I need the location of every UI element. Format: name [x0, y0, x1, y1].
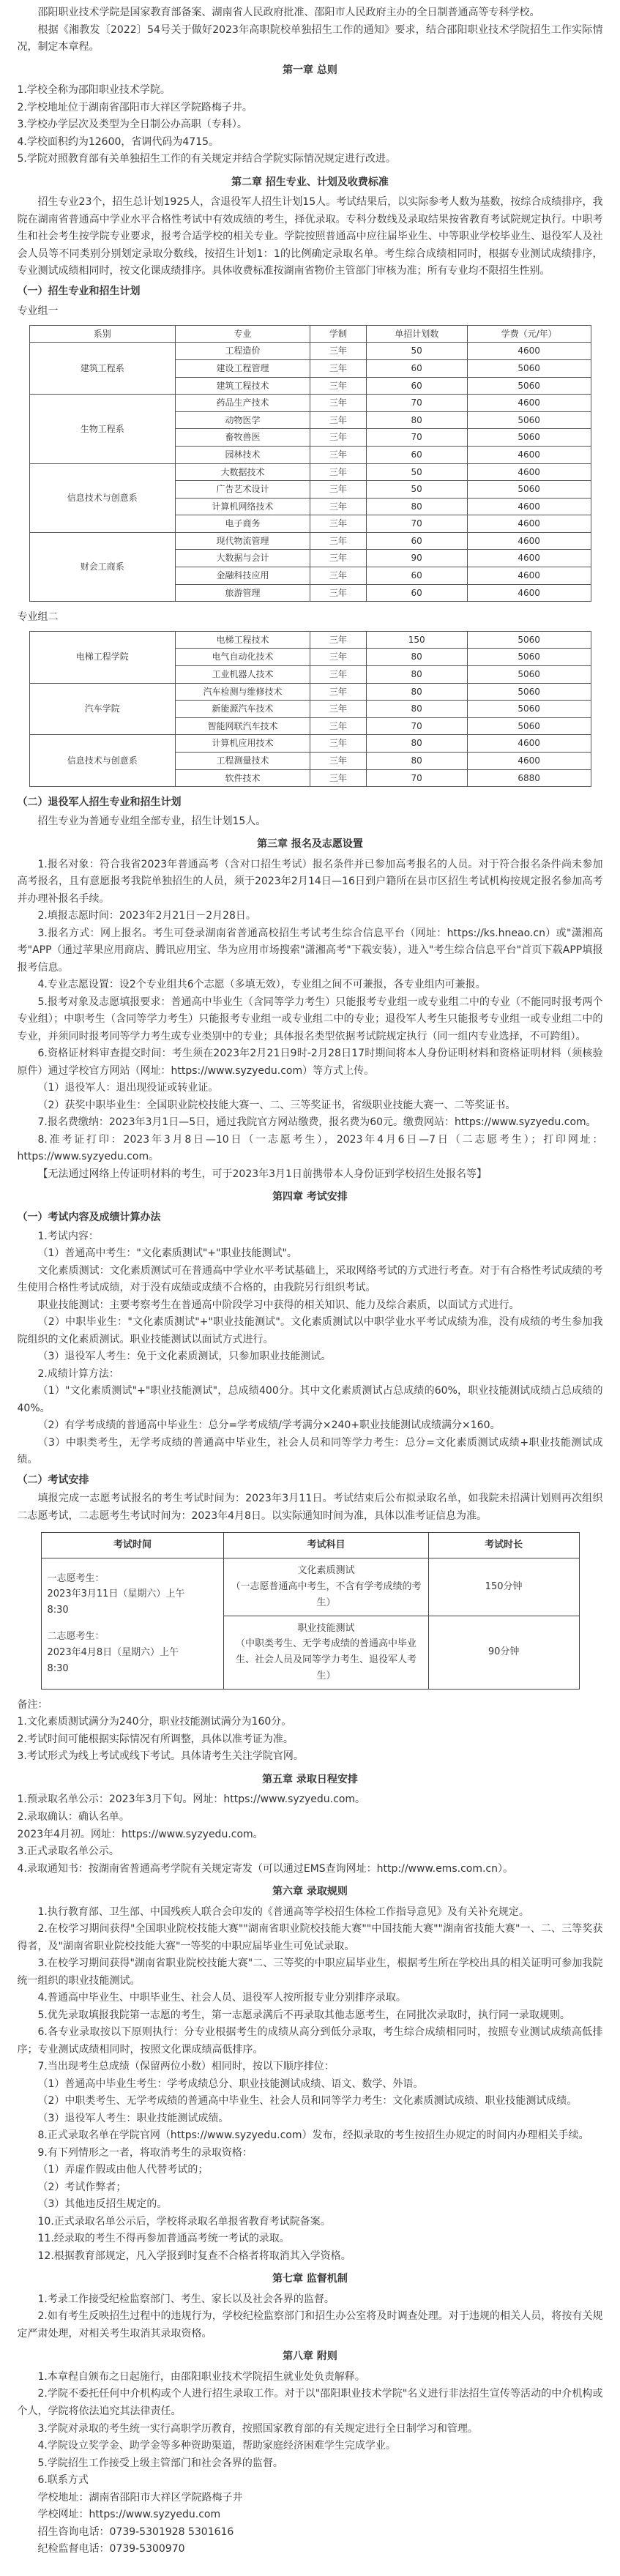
contact-website: 学校网址：https://www.syzyedu.com	[37, 2509, 221, 2521]
table-cell: 80	[366, 752, 467, 769]
exam-time-line: 一志愿考生：	[47, 1572, 105, 1584]
table-cell: 三年	[310, 395, 366, 412]
paragraph: 招生专业23个，招生总计划1925人，含退役军人招生计划15人。考试结果后，以实际参考人数为基数，按综合成绩排序，我院在湖南省普通高中学业水平合格性考试中有效成绩的考生，择优录取。专科分数线及录取结果按省教育考试院规定执行。中职考生和社会考生按学院专业要求，报考合适学校的相关专业。学院按照普通高中应往届毕业生、中等职业学校毕业生、退役军人及社会人员等不同类别分别划定录取分数线，按招生计划1：1的比例确定录取名单。考生综合成绩相同时，根据专业测试成绩排序，专业测试成绩相同时，按文化课成绩排序。具体收费标准按湖南省物价主管部门审核为准；所有专业均不限招生性别。	[17, 196, 603, 277]
table-header: 单招计划数	[366, 325, 467, 343]
table-row	[29, 463, 591, 481]
table-cell-dept: 财会工商系	[29, 532, 175, 601]
table-cell: 70	[366, 429, 467, 447]
note-item: 2.考试时间可能根据实际情况有所调整，具体以准考证为准。	[17, 1733, 294, 1745]
table-cell: 三年	[310, 649, 366, 666]
table-cell: 4600	[467, 752, 591, 769]
table-header: 考试时长	[428, 1533, 579, 1558]
table-cell: 4600	[467, 395, 591, 412]
table-cell: 5060	[467, 429, 591, 447]
paragraph: 1.报名对象：符合我省2023年普通高考（含对口招生考试）报名条件并已参加高考报名的人员。对于符合报名条件尚未参加高考报名，且有意愿报考我院单独招生的人员，须于2023年2月14日—16日到户籍所在县市区招生考试机构按规定报名参加高考并办理补报名手续。	[17, 858, 603, 905]
paragraph: 6.各专业录取按以下原则执行：分专业根据考生的成绩从高分到低分录取，考生综合成绩相同时，按照专业测试成绩高低排序；专业测试成绩相同时，按照文化课成绩高低排序。	[17, 2026, 603, 2056]
table-cell: 5060	[467, 411, 591, 429]
exam-time-line: 8:30	[47, 1662, 69, 1674]
section-heading: （二）考试安排	[17, 1474, 89, 1486]
table-header: 考试时间	[41, 1533, 224, 1558]
table-cell: 70	[366, 395, 467, 412]
paragraph: 招生专业为普通专业组全部专业，招生计划15人。	[37, 815, 266, 827]
intro-paragraph: 邵阳职业技术学院是国家教育部备案、湖南省人民政府批准、邵阳市人民政府主办的全日制普通高等专科学校。	[37, 7, 540, 18]
table-cell: 三年	[310, 429, 366, 447]
section-heading: （一）招生专业和招生计划	[17, 285, 141, 297]
table-cell: 三年	[310, 631, 366, 649]
exam-subject-note: （一志愿普通高中考生，不含有学考成绩的考生）	[231, 1580, 422, 1608]
table-cell: 4600	[467, 735, 591, 753]
table-cell-dept: 信息技术与创意系	[29, 735, 175, 787]
paragraph: （2）考试作弊者；	[37, 2181, 127, 2193]
paragraph: 2.学院不委托任何中介机构或个人进行招生录取工作。对于以"邵阳职业技术学院"名义进行非法招生宣传等活动的中介机构或个人，学院将依法追究其法律责任。	[17, 2388, 603, 2417]
table-cell: 三年	[310, 359, 366, 377]
table-cell: 80	[366, 701, 467, 718]
contact-address: 学校地址：湖南省邵阳市大祥区学院路梅子井	[37, 2491, 243, 2504]
list-item: 2.学校地址位于湖南省邵阳市大祥区学院路梅子井。	[17, 101, 253, 113]
table-cell: 工程测量技术	[175, 752, 310, 769]
paragraph: （1）"文化素质测试"+"职业技能测试"，总成绩400分。其中文化素质测试占总成绩的60%，职业技能测试成绩占总成绩的40%。	[17, 1385, 603, 1414]
table-cell: 电梯工程技术	[175, 631, 310, 649]
exam-subject-cell	[224, 1616, 428, 1689]
table-cell: 三年	[310, 550, 366, 567]
paragraph: 1.考录工作接受纪检监察部门、考生、家长以及社会各界的监督。	[37, 2293, 335, 2305]
table-cell: 70	[366, 717, 467, 735]
note-paragraph: 【无法通过网络上传证明材料的考生，可于2023年3月1日前携带本人身份证到学校招生处报名等】	[37, 1168, 487, 1180]
major-plan-table-group2	[29, 631, 591, 787]
group-label: 专业组一	[17, 305, 59, 318]
table-cell: 60	[366, 377, 467, 395]
table-cell: 计算机网络技术	[175, 498, 310, 515]
spacer	[48, 1619, 218, 1629]
exam-subject-cell	[224, 1558, 428, 1616]
table-cell: 三年	[310, 498, 366, 515]
table-cell: 80	[366, 665, 467, 683]
table-cell: 软件技术	[175, 769, 310, 787]
table-cell: 70	[366, 515, 467, 533]
table-header: 考试科目	[224, 1533, 428, 1558]
table-cell: 5060	[467, 701, 591, 718]
table-cell: 三年	[310, 752, 366, 769]
table-header-row	[41, 1533, 579, 1558]
table-cell: 金融科技应用	[175, 567, 310, 585]
list-item: 3.学校办学层次及类型为全日制公办高职（专科）。	[17, 119, 247, 131]
table-cell: 畜牧兽医	[175, 429, 310, 447]
paragraph: 填报完成一志愿考试报名的考生考试时间为：2023年3月11日。考试结束后公布拟录取名单，如我院未招满计划则再次组织二志愿考试，二志愿考生考试时间为：2023年4月8日。以实际通知时间为准，具体以准考证信息为准。	[17, 1493, 603, 1522]
paragraph: 5.报考对象及志愿填报要求：普通高中毕业生（含同等学力考生）只能报考专业组一或专业组二中的专业（不能同时报考两个专业组）；中职考生（含同等学力考生）只能报考专业组一或专业组二中的专业；退役军人考生只能报考专业组一或专业组二中的专业，并须同时报考同等学力考生或专业类别中的专业；具体报名类型依据考试院规定执行（同一组内专业选择，不可跨组）。	[17, 996, 603, 1042]
paragraph: 2.在校学习期间获得"全国职业院校技能大赛""湖南省职业院校技能大赛""中国技能大赛""湖南省技能大赛"一、二、三等奖获得者，及"湖南省职业院校技能大赛"一等奖的中职应届毕业生可免试录取。	[17, 1923, 603, 1952]
paragraph: 11.经录取的考生不得再参加普通高考统一考试的录取。	[37, 2233, 290, 2245]
table-cell: 三年	[310, 735, 366, 753]
table-cell: 三年	[310, 411, 366, 429]
paragraph: 3.在校学习期间获得"湖南省职业院校技能大赛"二、三等奖的中职应届毕业生，根据考生所在学校出具的相关证明可参加我院统一组织的职业技能测试。	[17, 1957, 603, 1987]
chapter-title: 第五章 录取日程安排	[262, 1773, 358, 1785]
table-cell: 三年	[310, 343, 366, 360]
table-cell-dept: 信息技术与创意系	[29, 463, 175, 532]
paragraph: （1）弄虚作假或由他人代替考试的；	[37, 2164, 209, 2176]
paragraph: 文化素质测试：文化素质测试可在普通高中学业水平考试基础上，采取网络考试的方式进行考查。对于有合格性考试成绩的考生使用合格性考试成绩，对于没有成绩或成绩不合格的，由我院另行组织考试。	[17, 1264, 603, 1294]
table-cell: 三年	[310, 701, 366, 718]
table-cell: 5060	[467, 377, 591, 395]
table-cell: 60	[366, 532, 467, 550]
list-item: 1.预录取名单公示：2023年3月下旬。网址：https://www.syzyedu.com。	[17, 1793, 366, 1806]
exam-duration-cell: 90分钟	[428, 1616, 579, 1689]
paragraph: （2）获奖中职毕业生：全国职业院校技能大赛一、二、三等奖证书，省级职业技能大赛一、二等奖证书。	[37, 1099, 516, 1111]
table-cell-dept: 电梯工程学院	[29, 631, 175, 683]
contact-supervision-phone: 纪检监督电话：0739-5300970	[37, 2543, 185, 2556]
list-item: 4.录取通知书：按湖南省普通高考学院有关规定寄发（可以通过EMS查询网址：http://www.ems.com.cn）。	[17, 1862, 513, 1875]
table-header: 学制	[310, 325, 366, 343]
note-item: 1.文化素质测试满分为240分，职业技能测试满分为160分。	[17, 1716, 292, 1728]
table-row	[29, 683, 591, 701]
table-cell: 电子商务	[175, 515, 310, 533]
paragraph: 8.正式录取名单在学院官网（https://www.syzyedu.com）发布，经拟录取的考生按招生办规定的时间内办理相关手续。	[37, 2129, 589, 2142]
table-cell: 动物医学	[175, 411, 310, 429]
table-cell: 50	[366, 463, 467, 481]
exam-time-line: 二志愿考生：	[47, 1630, 105, 1642]
table-row	[41, 1558, 579, 1616]
exam-duration-cell: 150分钟	[428, 1558, 579, 1616]
intro-paragraph: 根据《湘教发〔2022〕54号关于做好2023年高职院校单独招生工作的通知》要求，结合邵阳职业技术学院招生工作实际情况，制定本章程。	[17, 23, 603, 53]
paragraph: 4.学院设立奖学金、助学金等多种资助渠道，帮助家庭经济困难学生完成学业。	[37, 2440, 396, 2452]
paragraph: （3）中职类考生，无学考成绩的普通高中毕业生，社会人员和同等学力考生：总分=文化素质测试成绩+职业技能测试成绩。	[17, 1436, 603, 1466]
section-heading: （一）考试内容及成绩计算办法	[17, 1211, 161, 1223]
group-label: 专业组二	[17, 611, 59, 624]
table-cell: 50	[366, 481, 467, 499]
paragraph: 6.资格证材料审查提交时间：考生须在2023年2月21日9时-2月28日17时期间将本人身份证明材料和资格证明材料（须核验原件）通过学校官方网站（网址：https://www.syzyedu.com）等方式上传。	[17, 1048, 603, 1077]
paragraph: 5.优先录取填报我院第一志愿的考生，第一志愿录满后不再录取其他志愿考生，在同批次录取时，执行同一录取规则。	[37, 2009, 570, 2021]
chapter-title: 第一章 总则	[283, 64, 337, 76]
table-header: 专业	[175, 325, 310, 343]
paragraph: （1）普通高中考生："文化素质测试"+"职业技能测试"。	[37, 1247, 297, 1260]
table-row	[29, 343, 591, 360]
table-cell: 旅游管理	[175, 584, 310, 602]
table-cell: 4600	[467, 463, 591, 481]
exam-subject-name: 职业技能测试	[297, 1622, 355, 1634]
table-cell: 大数据与会计	[175, 550, 310, 567]
table-cell: 现代物流管理	[175, 532, 310, 550]
table-cell: 5060	[467, 683, 591, 701]
table-cell: 70	[366, 769, 467, 787]
table-cell: 4600	[467, 567, 591, 585]
table-cell: 工业机器人技术	[175, 665, 310, 683]
paragraph: （1）普通高中毕业生考生：学考成绩总分、职业技能测试成绩、语文、数学、外语。	[37, 2077, 424, 2090]
table-cell: 90	[366, 550, 467, 567]
paragraph: 2.如有考生反映招生过程中的违规行为，学校纪检监察部门和招生办公室将及时调查处理。对于违规的相关人员，将按有关规定严肃处理，对相关考生取消其录取资格。	[17, 2310, 603, 2340]
table-cell: 智能网联汽车技术	[175, 717, 310, 735]
paragraph: （2）中职类考生、无学考成绩的普通高中毕业生、社会人员和同等学力考生：文化素质测试成绩、职业技能测试成绩。	[37, 2095, 578, 2108]
table-cell: 150	[366, 631, 467, 649]
table-cell-dept: 建筑工程系	[29, 343, 175, 395]
table-cell: 新能源汽车技术	[175, 701, 310, 718]
table-cell: 三年	[310, 665, 366, 683]
table-cell: 5060	[467, 717, 591, 735]
chapter-title: 第二章 招生专业、计划及收费标准	[231, 176, 389, 188]
table-cell: 80	[366, 683, 467, 701]
table-cell: 4600	[467, 550, 591, 567]
exam-schedule-table	[41, 1532, 580, 1690]
table-cell: 60	[366, 584, 467, 602]
paragraph: 5.学院招生工作接受上级主管部门和社会各界的监督。	[37, 2457, 283, 2469]
exam-time-line: 2023年4月8日（星期六）上午	[47, 1646, 179, 1658]
paragraph: （2）有学考成绩的普通高中毕业生：总分=学考成绩/学考满分×240+职业技能测试成绩满分×160。	[37, 1419, 501, 1432]
list-item: 1.学校全称为邵阳职业技术学院。	[17, 84, 171, 97]
paragraph: 3.报名方式：网上报名。考生可登录湖南省普通高校招生考试考生综合信息平台（网址：https://ks.hneao.cn）或"潇湘高考"APP（通过苹果应用商店、腾讯应用宝、华为应用市场搜索"潇湘高考"下载安装），进入"考生综合信息平台"首页下载APP填报报考信息。	[17, 927, 603, 974]
paragraph: （3）其他违反招生规定的。	[37, 2198, 168, 2211]
chapter-title: 第八章 附则	[283, 2351, 337, 2363]
table-row	[29, 395, 591, 412]
list-item: 5.学院对照教育部有关单独招生工作的有关规定并结合学院实际情况规定进行改进。	[17, 153, 396, 165]
list-item: 2.录取确认：确认名单。	[17, 1810, 130, 1823]
contact-phone: 招生咨询电话：0739-5301928 5301616	[37, 2525, 234, 2538]
list-item: 4.学校面积约为12600，省调代码为4715。	[17, 135, 220, 148]
chapter-title: 第四章 考试安排	[272, 1191, 348, 1203]
table-header-row	[29, 325, 591, 343]
table-header: 学费（元/年）	[467, 325, 591, 343]
exam-time-line: 2023年3月11日（星期六）上午	[47, 1588, 185, 1600]
paragraph: 7.当出现考生总成绩（保留两位小数）相同时，按以下顺序排位：	[37, 2061, 335, 2073]
table-cell-dept: 汽车学院	[29, 683, 175, 735]
major-plan-table-group1	[29, 325, 591, 602]
exam-time-cell	[41, 1558, 224, 1690]
list-item: 3.正式录取名单公示。	[17, 1845, 119, 1858]
contact-title: 6.联系方式	[37, 2474, 89, 2487]
list-item: 2023年4月初。网址：https://www.syzyedu.com。	[17, 1828, 264, 1840]
table-row	[29, 735, 591, 753]
table-cell: 80	[366, 735, 467, 753]
admission-charter-document	[18, 0, 603, 2576]
table-cell: 园林技术	[175, 446, 310, 463]
table-cell: 5060	[467, 649, 591, 666]
table-cell: 药品生产技术	[175, 395, 310, 412]
table-cell: 60	[366, 446, 467, 463]
table-cell: 三年	[310, 377, 366, 395]
paragraph: 职业技能测试：主要考察考生在普通高中阶段学习中获得的相关知识、能力及综合素质，以面试方式进行。	[37, 1299, 520, 1311]
table-cell: 广告艺术设计	[175, 481, 310, 499]
table-cell: 5060	[467, 665, 591, 683]
exam-subject-note: （中职类考生、无学考成绩的普通高中毕业生、社会人员及同等学力考生、退役军人考生）	[236, 1638, 417, 1682]
table-cell: 三年	[310, 567, 366, 585]
table-cell: 5060	[467, 631, 591, 649]
paragraph: 2.填报志愿时间：2023年2月21日－2月28日。	[37, 910, 256, 922]
table-cell: 4600	[467, 532, 591, 550]
paragraph: 12.根据教育部规定，凡入学报到时复查不合格者将取消其入学资格。	[37, 2250, 351, 2262]
paragraph: 9.有下列情形之一者，将取消考生的录取资格：	[37, 2146, 253, 2159]
paragraph: 4.普通高中毕业生、中职毕业生、社会人员、退役军人按所报专业分别排序录取。	[37, 1992, 406, 2004]
table-cell: 三年	[310, 446, 366, 463]
chapter-title: 第三章 报名及志愿设置	[257, 838, 363, 851]
table-cell: 电气自动化技术	[175, 649, 310, 666]
table-header: 系别	[29, 325, 175, 343]
paragraph: （3）退役军人考生：免于文化素质测试，只参加职业技能测试。	[37, 1351, 332, 1363]
paragraph: 7.报名费缴纳：2023年3月1日—5日，通过我院官方网站缴费，报名费为60元。缴费网站：https://www.syzyedu.com。	[37, 1116, 597, 1129]
note-item: 3.考试形式为线上考试或线下考试。具体请考生关注学院官网。	[17, 1750, 304, 1763]
table-cell: 三年	[310, 532, 366, 550]
table-cell: 大数据技术	[175, 463, 310, 481]
paragraph: （1）退役军人：退出现役证或转业证。	[37, 1082, 219, 1094]
table-cell: 50	[366, 343, 467, 360]
table-cell: 80	[366, 498, 467, 515]
table-cell: 工程造价	[175, 343, 310, 360]
exam-time-line: 8:30	[47, 1605, 69, 1616]
table-cell: 4600	[467, 584, 591, 602]
table-cell: 5060	[467, 481, 591, 499]
table-cell: 三年	[310, 769, 366, 787]
table-cell-dept: 生物工程系	[29, 395, 175, 463]
table-row	[29, 532, 591, 550]
table-cell: 计算机应用技术	[175, 735, 310, 753]
table-cell: 三年	[310, 717, 366, 735]
table-cell: 60	[366, 567, 467, 585]
paragraph: 2.成绩计算方法：	[37, 1367, 119, 1380]
table-cell: 建筑工程技术	[175, 377, 310, 395]
table-cell: 5060	[467, 359, 591, 377]
table-row	[29, 631, 591, 649]
chapter-title: 第六章 录取规则	[272, 1886, 348, 1898]
paragraph: （3）退役军人考生：职业技能测试成绩。	[37, 2112, 229, 2124]
table-cell: 三年	[310, 515, 366, 533]
notes-title: 备注：	[17, 1698, 48, 1711]
exam-subject-name: 文化素质测试	[297, 1565, 355, 1577]
table-cell: 80	[366, 411, 467, 429]
table-cell: 三年	[310, 584, 366, 602]
table-cell: 建设工程管理	[175, 359, 310, 377]
paragraph: 3.学院对录取的考生统一实行高职学历教育，按照国家教育部的有关规定进行全日制学习和管理。	[37, 2422, 478, 2435]
section-heading: （二）退役军人招生专业和招生计划	[17, 796, 182, 809]
table-cell: 4600	[467, 446, 591, 463]
table-cell: 汽车检测与维修技术	[175, 683, 310, 701]
paragraph: （2）中职毕业生："文化素质测试"+"职业技能测试"。文化素质测试以中职学业水平考试成绩为准，没有成绩的考生参加我院组织的文化素质测试。职业技能测试以面试方式进行。	[17, 1316, 603, 1345]
paragraph: 8.准考证打印：2023年3月8日—10日（一志愿考生），2023年4月6日—7日（二志愿考生）；打印网址：https://www.syzyedu.com。	[17, 1133, 603, 1163]
paragraph: 10.正式录取名单公示后，学校将录取名单报省教育考试院备案。	[37, 2215, 331, 2228]
table-cell: 三年	[310, 463, 366, 481]
paragraph: 1.考试内容：	[37, 1230, 99, 1242]
table-cell: 4600	[467, 498, 591, 515]
table-cell: 60	[366, 359, 467, 377]
table-cell: 4600	[467, 343, 591, 360]
table-cell: 三年	[310, 683, 366, 701]
paragraph: 4.专业志愿设置：设2个专业组共6个志愿（多填无效），专业组之间不可兼报，各专业组内可兼报。	[37, 979, 486, 991]
paragraph: 1.本章程自颁布之日起施行，由邵阳职业技术学院招生就业处负责解释。	[37, 2370, 365, 2383]
table-cell: 6880	[467, 769, 591, 787]
table-cell: 80	[366, 649, 467, 666]
table-cell: 三年	[310, 481, 366, 499]
chapter-title: 第七章 监督机制	[272, 2273, 348, 2285]
paragraph: 1.执行教育部、卫生部、中国残疾人联合会印发的《普通高等学校招生体检工作指导意见》及有关补充规定。	[37, 1905, 529, 1918]
table-cell: 4600	[467, 515, 591, 533]
